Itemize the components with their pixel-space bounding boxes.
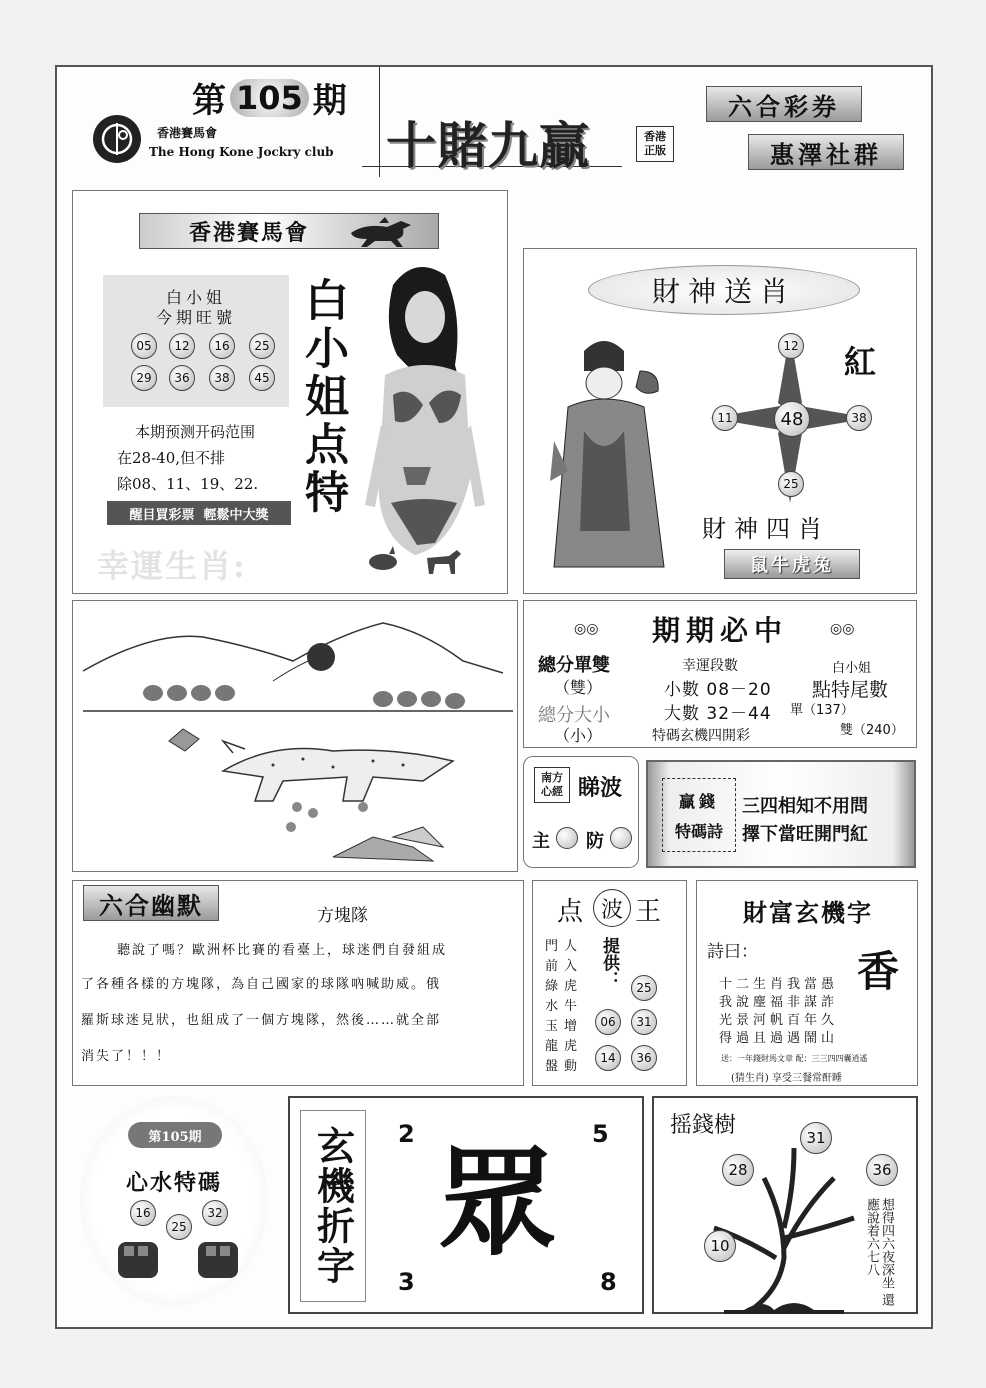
caishen-title: 財神送肖 (651, 275, 796, 308)
club-en: The Hong Kone Jockry club (149, 145, 334, 159)
nanfang-panel (523, 756, 639, 868)
caishen-zodiac-text: 鼠牛虎兔 (750, 555, 834, 576)
xinshui-ball: 25 (166, 1214, 192, 1240)
landscape-illustration (73, 601, 517, 871)
qiqi-row4-right: 雙（240） (840, 723, 904, 738)
yaoqian-ball: 28 (722, 1154, 754, 1186)
nanfang-title: 睇波 (578, 775, 623, 801)
issue-title (192, 73, 347, 122)
caishen-ball-top: 12 (778, 333, 804, 359)
issue-suffix: 期 (312, 81, 347, 121)
caifu-poem-label: 詩曰： (707, 942, 758, 962)
xinshui-title: 心水特碼 (125, 1170, 222, 1196)
nanfang-badge-text: 南方心經 (541, 771, 563, 798)
qiqi-row3-mid: 大數 32－44 (664, 704, 772, 724)
caishen-panel (523, 248, 917, 594)
dianbo-ball: 36 (631, 1045, 657, 1071)
issue-prefix: 第 (192, 81, 226, 121)
coin-right: ◎◎ (830, 621, 855, 637)
racing-horse-icon (345, 215, 421, 249)
money-tree-illustration (684, 1138, 884, 1316)
lucky-ball: 29 (131, 365, 157, 391)
dianbo-provide: 提供： (599, 937, 619, 988)
xinshui-badge-text: 第105期 (148, 1129, 202, 1145)
xuanji-num-br: 8 (600, 1268, 617, 1296)
caifu-line: 得過且過遇鬧山 (719, 1031, 839, 1046)
dianbo-title-mid: 波 (593, 889, 631, 927)
humor-title (83, 885, 219, 921)
caishen-zodiac (724, 549, 860, 579)
poem-left-box (662, 778, 736, 852)
tag-liuhe-text: 六合彩券 (728, 91, 840, 121)
caishen-ball-center: 48 (774, 401, 810, 437)
slogan (107, 501, 291, 525)
humor-line: 羅斯球迷見狀，也組成了一個方塊隊，然後……就全部 (81, 1013, 442, 1028)
card-line2: 今期旺號 (155, 308, 236, 327)
yaoqian-panel (652, 1096, 918, 1314)
lucky-ball: 45 (249, 365, 275, 391)
bai-xiaojie-vertical-title: 白小姐点特 (297, 277, 348, 517)
lucky-ball: 38 (209, 365, 235, 391)
faded-lucky-zodiac: 幸運生肖: (97, 547, 247, 585)
nanfang-main-ball (556, 827, 578, 849)
caifu-char: 香 (857, 947, 900, 996)
poem-panel (646, 760, 916, 868)
humor-panel (72, 880, 524, 1086)
horse-panel (72, 190, 508, 594)
nanfang-guard-label: 防 (586, 831, 604, 852)
lucky-ball: 36 (169, 365, 195, 391)
caishen-ball-bottom: 25 (778, 471, 804, 497)
lucky-ball: 12 (169, 333, 195, 359)
issue-number: 105 (230, 79, 309, 117)
dianbo-ball: 31 (631, 1009, 657, 1035)
coin-left: ◎◎ (574, 621, 599, 637)
dianbo-ball: 25 (631, 975, 657, 1001)
club-cn: 香港賽馬會 (157, 126, 218, 140)
caishen-color-word: 紅 (844, 343, 877, 381)
xinshui-badge (128, 1122, 222, 1148)
qiqi-row1-mid: 幸運段數 (682, 658, 738, 674)
model-illustration (345, 255, 495, 579)
predict-line: 在28-40,但不排 (117, 449, 226, 467)
xuanji-vertical-bar (300, 1110, 366, 1302)
lucky-ball: 05 (131, 333, 157, 359)
humor-line: 了各種各樣的方塊隊，為自己國家的球隊吶喊助威。俄 (81, 977, 442, 992)
horse-icon (423, 546, 463, 576)
dianbo-panel (532, 880, 687, 1086)
xuanji-num-bl: 3 (398, 1268, 415, 1296)
jockey-logo-icon (93, 115, 141, 163)
caifu-title: 財富玄機字 (743, 898, 873, 927)
tag-huize (748, 134, 904, 170)
predict-line: 除08、11、19、22. (117, 475, 259, 493)
humor-title-text: 六合幽默 (99, 890, 203, 920)
xinshui-panel (80, 1096, 268, 1306)
header-divider (379, 67, 380, 177)
nanfang-badge (534, 767, 570, 803)
nanfang-main-label: 主 (532, 831, 550, 852)
qiqi-row4-left: （小） (554, 726, 603, 745)
dianbo-ball: 06 (595, 1009, 621, 1035)
genuine-badge-text: 香港正版 (644, 130, 666, 157)
dianbo-ball: 14 (595, 1045, 621, 1071)
poem-left-bottom: 特碼詩 (674, 822, 723, 841)
nanfang-guard-ball (610, 827, 632, 849)
dianbo-vertical-words (545, 937, 595, 1077)
yaoqian-title: 摇錢樹 (670, 1113, 737, 1138)
qiqi-row1-left: 總分單雙 (538, 655, 610, 676)
genuine-badge (636, 126, 674, 162)
fist-icon-right (188, 1232, 244, 1288)
slogan-text: 醒目買彩票 輕鬆中大獎 (129, 507, 269, 523)
lucky-card (103, 275, 289, 407)
dianbo-vertical-words-text: 門人前入綠虎水牛玉增龍虎盤動 (545, 939, 584, 1074)
caifu-foot2: (猜生肖) 享受三餐常酐睡 (731, 1073, 842, 1084)
yaoqian-ball: 31 (800, 1122, 832, 1154)
qiqi-row4-mid: 特碼玄機四開彩 (652, 728, 750, 744)
qiqi-row2-left: （雙） (554, 678, 603, 697)
header-left (57, 67, 379, 180)
xuanji-panel (288, 1096, 644, 1314)
qiqi-panel (523, 600, 917, 748)
fist-icon-left (112, 1232, 168, 1288)
xuanji-vertical-text: 玄機折字 (310, 1126, 356, 1286)
xinshui-ball: 32 (202, 1200, 228, 1226)
caishen-god-illustration (544, 331, 674, 571)
caifu-panel (696, 880, 918, 1086)
caishen-title-oval (588, 265, 860, 315)
caishen-ball-right: 38 (846, 405, 872, 431)
caishen-ball-left: 11 (712, 405, 738, 431)
qiqi-row3-left: 總分大小 (538, 705, 610, 726)
caishen-subtitle: 財神四肖 (702, 515, 830, 543)
humor-line: 消失了！！！ (81, 1049, 172, 1064)
card-line1: 白小姐 (165, 288, 226, 307)
humor-line: 聽說了嗎？歐洲杯比賽的看臺上，球迷們自發組成 (117, 943, 448, 958)
xuanji-num-tr: 5 (592, 1120, 609, 1148)
landscape-panel (72, 600, 518, 872)
main-title: 十賭九贏 (386, 116, 590, 175)
xinshui-ball: 16 (130, 1200, 156, 1226)
caifu-foot1: 送：一年錢財馬文章 配：三三四四囊逍遙 (721, 1054, 868, 1063)
rabbit-icon (363, 546, 403, 572)
dianbo-title-right: 王 (635, 897, 662, 927)
qiqi-row2-mid: 小數 08－20 (664, 680, 772, 700)
lucky-ball: 16 (209, 333, 235, 359)
humor-subtitle: 方塊隊 (317, 906, 368, 926)
caifu-line: 十二生肖我當愚 (719, 977, 839, 992)
xuanji-num-tl: 2 (398, 1120, 415, 1148)
yaoqian-ball: 36 (866, 1154, 898, 1186)
tag-huize-text: 惠澤社群 (770, 139, 882, 169)
poem-line2: 擇下當旺開門紅 (742, 824, 868, 845)
yaoqian-vertical-poem: 想得四六夜深坐 還應說着六七八 (864, 1198, 894, 1307)
qiqi-row2-right: 點特尾數 (812, 679, 889, 701)
qiqi-row3-right: 單（137） (790, 703, 854, 718)
jockey-logo (93, 115, 141, 163)
lucky-ball: 25 (249, 333, 275, 359)
xuanji-char: 眾 (438, 1134, 557, 1272)
qiqi-row1-right: 白小姐 (832, 661, 872, 676)
tag-liuhe (706, 86, 862, 122)
poem-line1: 三四相知不用問 (742, 796, 868, 817)
dianbo-title-left: 点 (557, 897, 584, 927)
qiqi-title: 期期必中 (652, 614, 789, 647)
predict-line: 本期预测开码范围 (135, 423, 256, 441)
horse-banner-text: 香港賽馬會 (188, 219, 309, 246)
yaoqian-ball: 10 (704, 1230, 736, 1262)
caifu-line: 我說麈福非謀詐 (719, 995, 839, 1010)
poem-left-top: 贏錢 (678, 792, 719, 811)
caifu-line: 光景河帆百年久 (719, 1013, 839, 1028)
